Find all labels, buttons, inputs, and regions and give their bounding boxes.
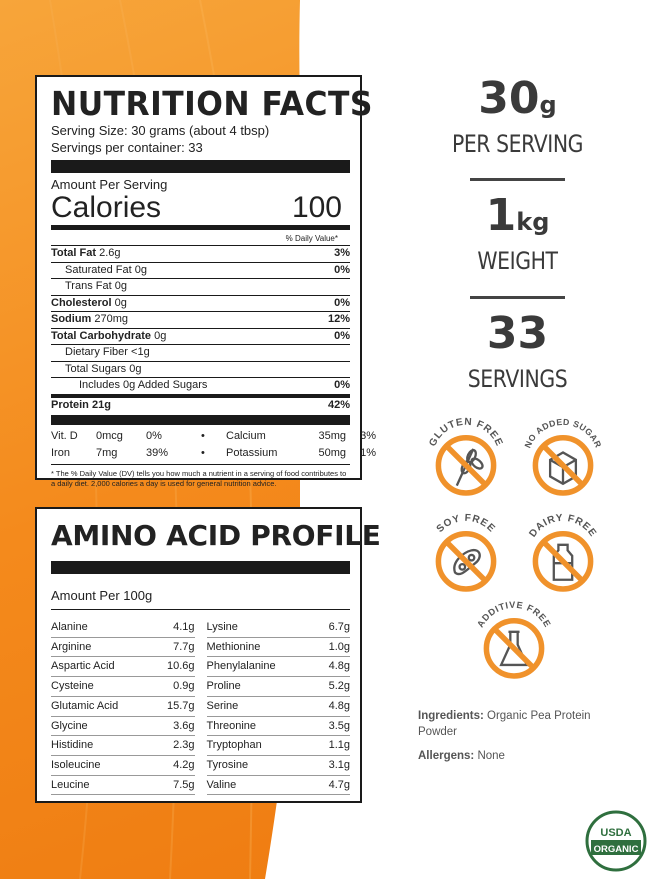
additive-free-badge bbox=[468, 595, 560, 687]
nutrient-row bbox=[51, 344, 350, 361]
badge-text: NO ADDED SUGAR bbox=[522, 416, 604, 450]
vitamin-cell: Potassium bbox=[226, 447, 278, 459]
amino-name: Arginine bbox=[51, 640, 92, 653]
badge-text: GLUTEN FREE bbox=[427, 416, 505, 449]
nutrient-row bbox=[51, 245, 350, 262]
nutrient-row bbox=[51, 377, 350, 394]
vitamin-row bbox=[51, 427, 376, 444]
amino-grid bbox=[51, 618, 350, 795]
amino-name: Phenylalanine bbox=[206, 660, 276, 673]
amount-per-serving: Amount Per Serving bbox=[51, 177, 168, 192]
stat-number: 30 bbox=[478, 73, 540, 124]
amino-value: 4.1g bbox=[173, 621, 195, 633]
no-added-sugar-badge bbox=[517, 412, 609, 504]
stat-number: 33 bbox=[486, 308, 549, 359]
amino-row bbox=[51, 717, 195, 737]
allergens-label: Allergens: bbox=[418, 750, 475, 762]
calories-value: 100 bbox=[291, 191, 342, 224]
amino-value: 7.7g bbox=[173, 640, 195, 653]
vitamin-cell: • bbox=[201, 430, 205, 442]
amino-name: Valine bbox=[206, 778, 237, 791]
amino-name: Glycine bbox=[51, 719, 88, 732]
nutrient-amount: 2.6g bbox=[99, 247, 121, 259]
nutrient-label: Includes 0g Added Sugars bbox=[79, 379, 208, 391]
nutrient-amount: 270mg bbox=[94, 313, 129, 325]
amino-value: 1.0g bbox=[328, 640, 350, 653]
amino-name: Tyrosine bbox=[206, 758, 249, 771]
badge-text: SOY FREE bbox=[434, 512, 498, 535]
amino-title: AMINO ACID PROFILE bbox=[51, 519, 381, 552]
vitamin-cell: 0mcg bbox=[96, 430, 123, 442]
amino-name: Alanine bbox=[51, 621, 88, 633]
nutrient-dv: 0% bbox=[334, 296, 350, 309]
soy-free-badge bbox=[420, 508, 512, 600]
nutrient-label: Dietary Fiber bbox=[65, 346, 128, 358]
badge-text: DAIRY FREE bbox=[527, 512, 599, 540]
nutrient-label: Protein bbox=[51, 398, 89, 411]
divider-thick bbox=[51, 561, 350, 574]
amino-name: Methionine bbox=[206, 640, 261, 653]
amino-value: 2.3g bbox=[173, 739, 195, 752]
amino-value: 4.8g bbox=[328, 660, 350, 673]
nutrient-rows bbox=[51, 245, 350, 413]
nutrient-amount: 0g bbox=[129, 362, 142, 375]
nutrient-dv: 0% bbox=[334, 329, 350, 342]
nutrient-label: Trans Fat bbox=[65, 280, 112, 292]
amino-name: Aspartic Acid bbox=[51, 660, 115, 673]
nutrient-row bbox=[51, 394, 350, 414]
amino-name: Tryptophan bbox=[206, 739, 262, 752]
nutrient-label: Cholesterol bbox=[51, 296, 112, 309]
usda-bottom: ORGANIC bbox=[593, 844, 639, 855]
amino-row bbox=[207, 756, 351, 776]
svg-text:GLUTEN FREE bbox=[427, 417, 504, 449]
vitamin-cell: 39% bbox=[146, 447, 169, 459]
allergens-value: None bbox=[477, 750, 505, 762]
amino-row bbox=[51, 677, 195, 697]
stat-divider bbox=[470, 296, 565, 299]
amino-row bbox=[207, 697, 351, 717]
amino-row bbox=[207, 717, 351, 737]
amino-value: 4.7g bbox=[328, 778, 350, 791]
vitamin-cell: • bbox=[201, 447, 205, 459]
stat-servings bbox=[430, 310, 605, 394]
nutrient-dv: 0% bbox=[334, 379, 350, 391]
daily-value-header: % Daily Value* bbox=[285, 234, 338, 243]
amino-value: 15.7g bbox=[166, 699, 195, 712]
allergens bbox=[418, 748, 505, 764]
stat-number: 1 bbox=[485, 190, 517, 241]
nutrient-amount: <1g bbox=[131, 346, 150, 358]
amino-value: 3.1g bbox=[328, 758, 350, 771]
stat-unit: kg bbox=[516, 208, 550, 236]
stat-label: SERVINGS bbox=[467, 365, 568, 393]
stat-unit: g bbox=[539, 91, 557, 119]
stat-label: WEIGHT bbox=[477, 247, 558, 275]
amino-column-left bbox=[51, 618, 195, 795]
usda-top: USDA bbox=[600, 827, 632, 839]
amino-name: Histidine bbox=[51, 739, 94, 752]
amino-row bbox=[207, 638, 351, 658]
amino-name: Isoleucine bbox=[51, 758, 101, 771]
amino-row bbox=[51, 697, 195, 717]
nutrient-dv: 42% bbox=[327, 398, 350, 411]
vitamin-row bbox=[51, 444, 376, 461]
stat-label: PER SERVING bbox=[451, 130, 584, 158]
amino-value: 1.1g bbox=[328, 739, 350, 752]
nutrition-facts-panel bbox=[35, 75, 376, 488]
ingredients bbox=[418, 708, 618, 740]
amino-row bbox=[51, 618, 195, 638]
nutrient-label: Total Sugars bbox=[65, 362, 127, 375]
amino-value: 7.5g bbox=[173, 778, 195, 791]
nutrient-dv: 3% bbox=[334, 247, 350, 259]
gluten-free-badge bbox=[420, 412, 512, 504]
amino-value: 3.5g bbox=[328, 719, 350, 732]
nutrient-dv: 12% bbox=[327, 313, 350, 325]
amino-name: Lysine bbox=[206, 621, 238, 633]
amino-value: 3.6g bbox=[173, 719, 195, 732]
nutrient-row bbox=[51, 361, 350, 378]
amino-row bbox=[51, 756, 195, 776]
amino-row bbox=[207, 677, 351, 697]
vitamin-cell: 50mg bbox=[318, 447, 346, 459]
amino-value: 0.9g bbox=[173, 680, 195, 693]
amino-name: Leucine bbox=[51, 778, 90, 791]
amino-name: Cysteine bbox=[51, 680, 94, 693]
amino-name: Serine bbox=[206, 699, 239, 712]
ingredients-value: Organic Pea Protein Powder bbox=[418, 710, 591, 738]
amino-row bbox=[51, 657, 195, 677]
vitamin-cell: 3% bbox=[360, 430, 376, 442]
serving-size: Serving Size: 30 grams (about 4 tbsp) bbox=[51, 123, 270, 138]
nutrient-row bbox=[51, 262, 350, 279]
amino-row bbox=[207, 736, 351, 756]
vitamin-cell: 7mg bbox=[96, 447, 118, 459]
nutrition-title: NUTRITION FACTS bbox=[51, 84, 373, 123]
vitamin-cell: 0% bbox=[146, 430, 162, 442]
amino-row bbox=[51, 736, 195, 756]
dairy-free-badge bbox=[517, 508, 609, 600]
stat-weight bbox=[430, 192, 605, 276]
nutrient-row bbox=[51, 278, 350, 295]
nutrient-row bbox=[51, 328, 350, 345]
amino-name: Glutamic Acid bbox=[51, 699, 119, 712]
divider-thick bbox=[51, 160, 350, 173]
divider-thick bbox=[51, 415, 350, 425]
amino-name: Proline bbox=[206, 680, 241, 693]
nutrient-amount: 0g bbox=[114, 280, 127, 292]
nutrient-label: Saturated Fat bbox=[65, 263, 132, 276]
svg-text:ADDITIVE FREE bbox=[475, 600, 553, 629]
nutrient-amount: 0g bbox=[114, 296, 127, 309]
amino-value: 10.6g bbox=[166, 660, 195, 673]
amino-value: 4.2g bbox=[173, 758, 195, 771]
divider-medium bbox=[51, 225, 350, 230]
nutrient-dv: 0% bbox=[334, 263, 350, 276]
daily-value-footnote: * The % Daily Value (DV) tells you how much a nutrient in a serving of food contributes to a daily diet. 2,000 calories a day is used for general nutrition advice. bbox=[51, 464, 350, 489]
vitamin-cell: 1% bbox=[360, 447, 376, 459]
nutrient-amount: 21g bbox=[91, 398, 111, 411]
vitamin-cell: Calcium bbox=[226, 430, 266, 442]
amino-row bbox=[51, 638, 195, 658]
amino-value: 4.8g bbox=[328, 699, 350, 712]
amino-row bbox=[207, 776, 351, 796]
vitamin-rows bbox=[51, 427, 376, 461]
calories-row bbox=[51, 193, 350, 223]
amino-amount-header: Amount Per 100g bbox=[51, 578, 350, 610]
nutrient-label: Sodium bbox=[51, 313, 92, 325]
svg-text:NO ADDED SUGAR bbox=[522, 417, 603, 450]
stat-divider bbox=[470, 178, 565, 181]
vitamin-cell: 35mg bbox=[318, 430, 346, 442]
nutrient-amount: 0g bbox=[154, 329, 167, 342]
nutrient-label: Total Carbohydrate bbox=[51, 329, 152, 342]
amino-value: 5.2g bbox=[328, 680, 350, 693]
calories-label: Calories bbox=[51, 191, 162, 224]
amino-row bbox=[207, 618, 351, 638]
servings-per-container: Servings per container: 33 bbox=[51, 140, 203, 155]
badge-text: ADDITIVE FREE bbox=[475, 599, 553, 630]
amino-value: 6.7g bbox=[328, 621, 350, 633]
amino-row bbox=[51, 776, 195, 796]
amino-name: Threonine bbox=[206, 719, 257, 732]
ingredients-label: Ingredients: bbox=[418, 710, 484, 722]
amino-acid-panel bbox=[35, 507, 381, 803]
nutrient-row bbox=[51, 295, 350, 312]
vitamin-cell: Vit. D bbox=[51, 430, 78, 442]
amino-row bbox=[207, 657, 351, 677]
nutrient-label: Total Fat bbox=[51, 247, 97, 259]
vitamin-cell: Iron bbox=[51, 447, 70, 459]
nutrient-row bbox=[51, 311, 350, 328]
amino-column-right bbox=[207, 618, 351, 795]
nutrient-amount: 0g bbox=[134, 263, 147, 276]
usda-organic-seal bbox=[585, 810, 647, 872]
stat-per-serving bbox=[430, 75, 605, 159]
